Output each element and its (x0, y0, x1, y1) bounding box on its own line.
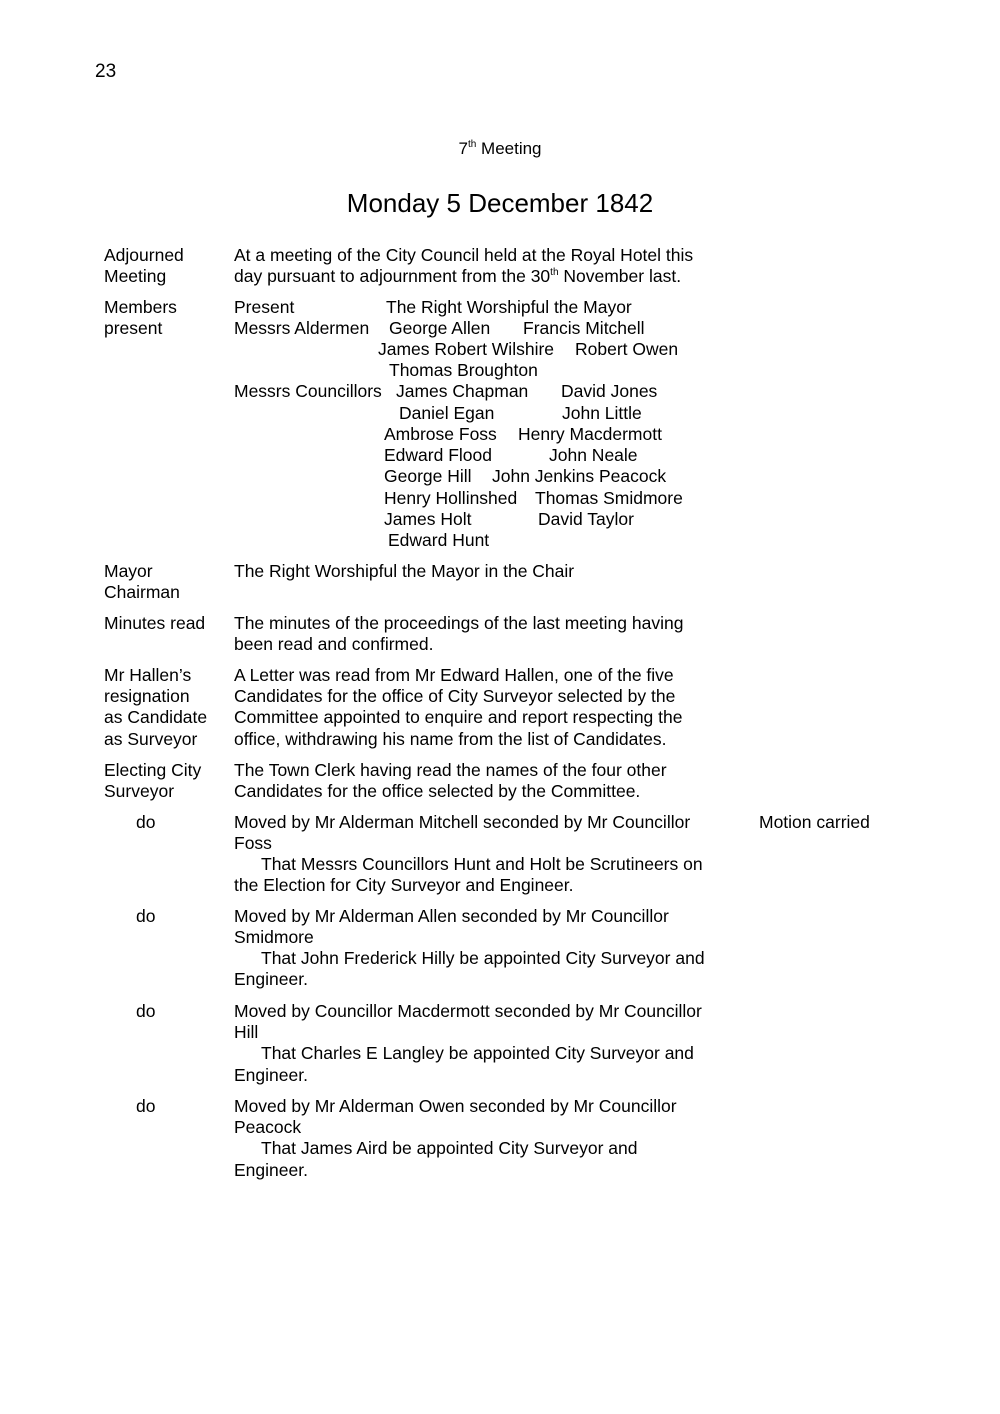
margin-note: Minutes read (104, 613, 206, 633)
body-text: day pursuant to adjournment from the 30 (234, 266, 551, 286)
meeting-ordinal: 7 (458, 139, 468, 158)
ordinal-suffix: th (550, 267, 559, 278)
alderman-name: George Allen (389, 318, 491, 338)
meeting-ordinal-suffix: th (467, 139, 477, 150)
motion-mover-line: Foss (234, 833, 272, 853)
councillor-name: John Jenkins Peacock (492, 466, 667, 486)
margin-note: Mayor (104, 561, 153, 581)
mayor-attendee: The Right Worshipful the Mayor (386, 297, 632, 317)
margin-note: Electing City (104, 760, 202, 780)
motion-mover-line: Moved by Councillor Macdermott seconded by Mr Councillor (234, 1001, 702, 1021)
motion-resolution-line: That Charles E Langley be appointed City Surveyor and (261, 1043, 694, 1063)
alderman-name: Robert Owen (575, 339, 679, 359)
councillor-name: James Chapman (396, 381, 529, 401)
councillor-name: Ambrose Foss (384, 424, 497, 444)
body-line: The Right Worshipful the Mayor in the Chair (234, 561, 575, 581)
alderman-name: James Robert Wilshire (378, 339, 555, 359)
councillor-name: Edward Flood (384, 445, 492, 465)
motion-resolution-line: That James Aird be appointed City Surveyor and (261, 1138, 638, 1158)
margin-ditto: do (136, 906, 156, 926)
alderman-name: Thomas Broughton (389, 360, 538, 380)
motion-resolution-line: Engineer. (234, 1065, 308, 1085)
margin-note: as Surveyor (104, 729, 198, 749)
body-line: been read and confirmed. (234, 634, 434, 654)
body-line: office, withdrawing his name from the list of Candidates. (234, 729, 667, 749)
councillor-name: John Neale (549, 445, 638, 465)
motion-mover-line: Moved by Mr Alderman Owen seconded by Mr Councillor (234, 1096, 677, 1116)
margin-note: Members (104, 297, 177, 317)
motion-mover-line: Peacock (234, 1117, 302, 1137)
body-line: The minutes of the proceedings of the last meeting having (234, 613, 684, 633)
body-line (234, 266, 681, 287)
meeting-number (0, 138, 1000, 159)
margin-note: present (104, 318, 163, 338)
margin-ditto: do (136, 1096, 156, 1116)
margin-note: resignation (104, 686, 190, 706)
motion-resolution-line: Engineer. (234, 1160, 308, 1180)
margin-note: Meeting (104, 266, 167, 286)
body-line: The Town Clerk having read the names of the four other (234, 760, 667, 780)
aldermen-label: Messrs Aldermen (234, 318, 370, 338)
margin-note: Chairman (104, 582, 180, 602)
alderman-name: Francis Mitchell (523, 318, 645, 338)
motion-mover-line: Moved by Mr Alderman Allen seconded by Mr Councillor (234, 906, 669, 926)
margin-ditto: do (136, 812, 156, 832)
councillor-name: John Little (562, 403, 642, 423)
motion-mover-line: Moved by Mr Alderman Mitchell seconded by Mr Councillor (234, 812, 691, 832)
page-number: 23 (95, 61, 117, 82)
meeting-word: Meeting (481, 139, 542, 158)
margin-note: Mr Hallen’s (104, 665, 192, 685)
councillor-name: George Hill (384, 466, 472, 486)
councillor-name: Henry Hollinshed (384, 488, 518, 508)
margin-note: as Candidate (104, 707, 208, 727)
body-line: At a meeting of the City Council held at the Royal Hotel this (234, 245, 694, 265)
margin-ditto: do (136, 1001, 156, 1021)
motion-resolution-line: That John Frederick Hilly be appointed City Surveyor and (261, 948, 705, 968)
motion-resolution-line: the Election for City Surveyor and Engineer. (234, 875, 574, 895)
councillor-name: Daniel Egan (399, 403, 495, 423)
motion-resolution-line: That Messrs Councillors Hunt and Holt be Scrutineers on (261, 854, 703, 874)
body-line: Candidates for the office of City Surveyor selected by the (234, 686, 676, 706)
councillor-name: Edward Hunt (388, 530, 490, 550)
councillor-name: Henry Macdermott (518, 424, 662, 444)
motion-resolution-line: Engineer. (234, 969, 308, 989)
meeting-date-title: Monday 5 December 1842 (346, 188, 654, 218)
body-line: Committee appointed to enquire and report respecting the (234, 707, 683, 727)
motion-mover-line: Hill (234, 1022, 259, 1042)
councillor-name: David Taylor (538, 509, 634, 529)
motion-outcome-note: Motion carried (759, 812, 870, 832)
present-label: Present (234, 297, 295, 317)
body-line: A Letter was read from Mr Edward Hallen, one of the five (234, 665, 674, 685)
motion-mover-line: Smidmore (234, 927, 314, 947)
margin-note: Adjourned (104, 245, 184, 265)
body-text: November last. (558, 266, 682, 286)
councillors-label: Messrs Councillors (234, 381, 382, 401)
councillor-name: James Holt (384, 509, 472, 529)
body-line: Candidates for the office selected by the Committee. (234, 781, 641, 801)
councillor-name: Thomas Smidmore (535, 488, 683, 508)
margin-note: Surveyor (104, 781, 175, 801)
councillor-name: David Jones (561, 381, 658, 401)
